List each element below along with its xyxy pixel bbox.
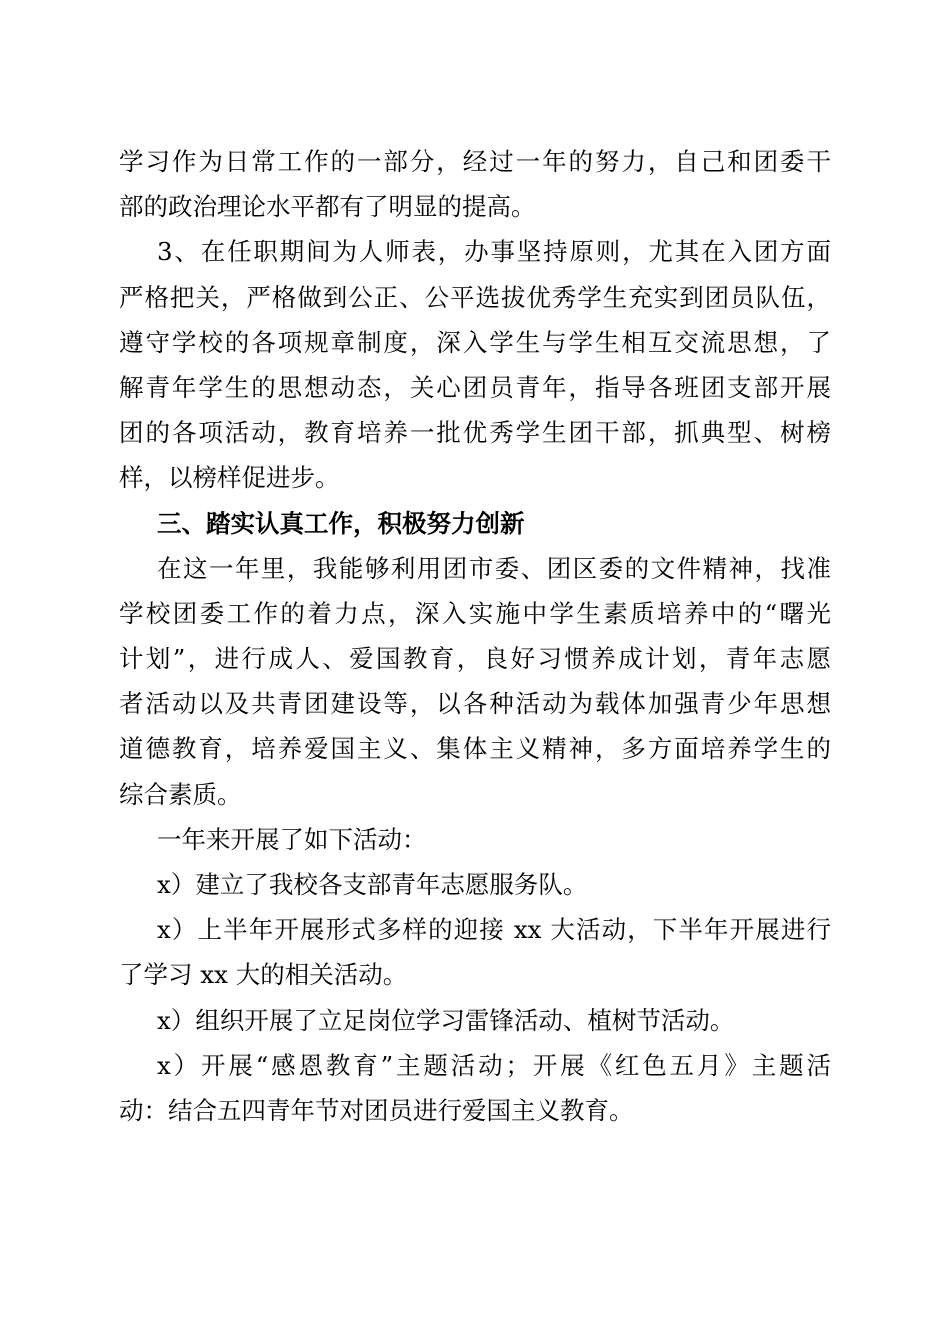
text-line: 解青年学生的思想动态，关心团员青年，指导各班团支部开展 — [119, 372, 831, 402]
document-body — [119, 139, 831, 1133]
list-item: x）上半年开展形式多样的迎接 xx 大活动，下半年开展进行 — [157, 915, 831, 945]
text-line: 综合素质。 — [119, 779, 242, 809]
text-line: 学校团委工作的着力点，深入实施中学生素质培养中的“曙光 — [119, 598, 831, 628]
list-item: x）建立了我校各支部青年志愿服务队。 — [157, 870, 588, 899]
list-item: x）组织开展了立足岗位学习雷锋活动、植树节活动。 — [157, 1005, 735, 1035]
list-item-continuation: 了学习 xx 大的相关活动。 — [119, 960, 408, 990]
list-item: x）开展“感恩教育”主题活动；开展《红色五月》主题活 — [157, 1050, 831, 1080]
text-line: 道德教育，培养爱国主义、集体主义精神，多方面培养学生的 — [119, 734, 831, 764]
text-line: 团的各项活动，教育培养一批优秀学生团干部，抓典型、树榜 — [119, 418, 831, 448]
text-line: 遵守学校的各项规章制度，深入学生与学生相互交流思想，了 — [119, 327, 831, 357]
text-line: 在这一年里，我能够利用团市委、团区委的文件精神，找准 — [157, 553, 831, 583]
text-line: 样，以榜样促进步。 — [119, 463, 340, 493]
text-line: 一年来开展了如下活动： — [157, 824, 427, 854]
text-line: 计划”，进行成人、爱国教育，良好习惯养成计划，青年志愿 — [119, 644, 831, 674]
list-item-continuation: 动：结合五四青年节对团员进行爱国主义教育。 — [119, 1095, 634, 1125]
text-line: 者活动以及共青团建设等，以各种活动为载体加强青少年思想 — [119, 689, 831, 719]
text-line: 3、在任职期间为人师表，办事坚持原则，尤其在入团方面 — [157, 237, 831, 267]
text-line: 部的政治理论水平都有了明显的提高。 — [119, 192, 536, 222]
text-line: 学习作为日常工作的一部分，经过一年的努力，自己和团委干 — [119, 147, 831, 176]
text-line: 严格把关，严格做到公正、公平选拔优秀学生充实到团员队伍， — [119, 282, 831, 312]
section-heading: 三、踏实认真工作，积极努力创新 — [157, 508, 525, 538]
